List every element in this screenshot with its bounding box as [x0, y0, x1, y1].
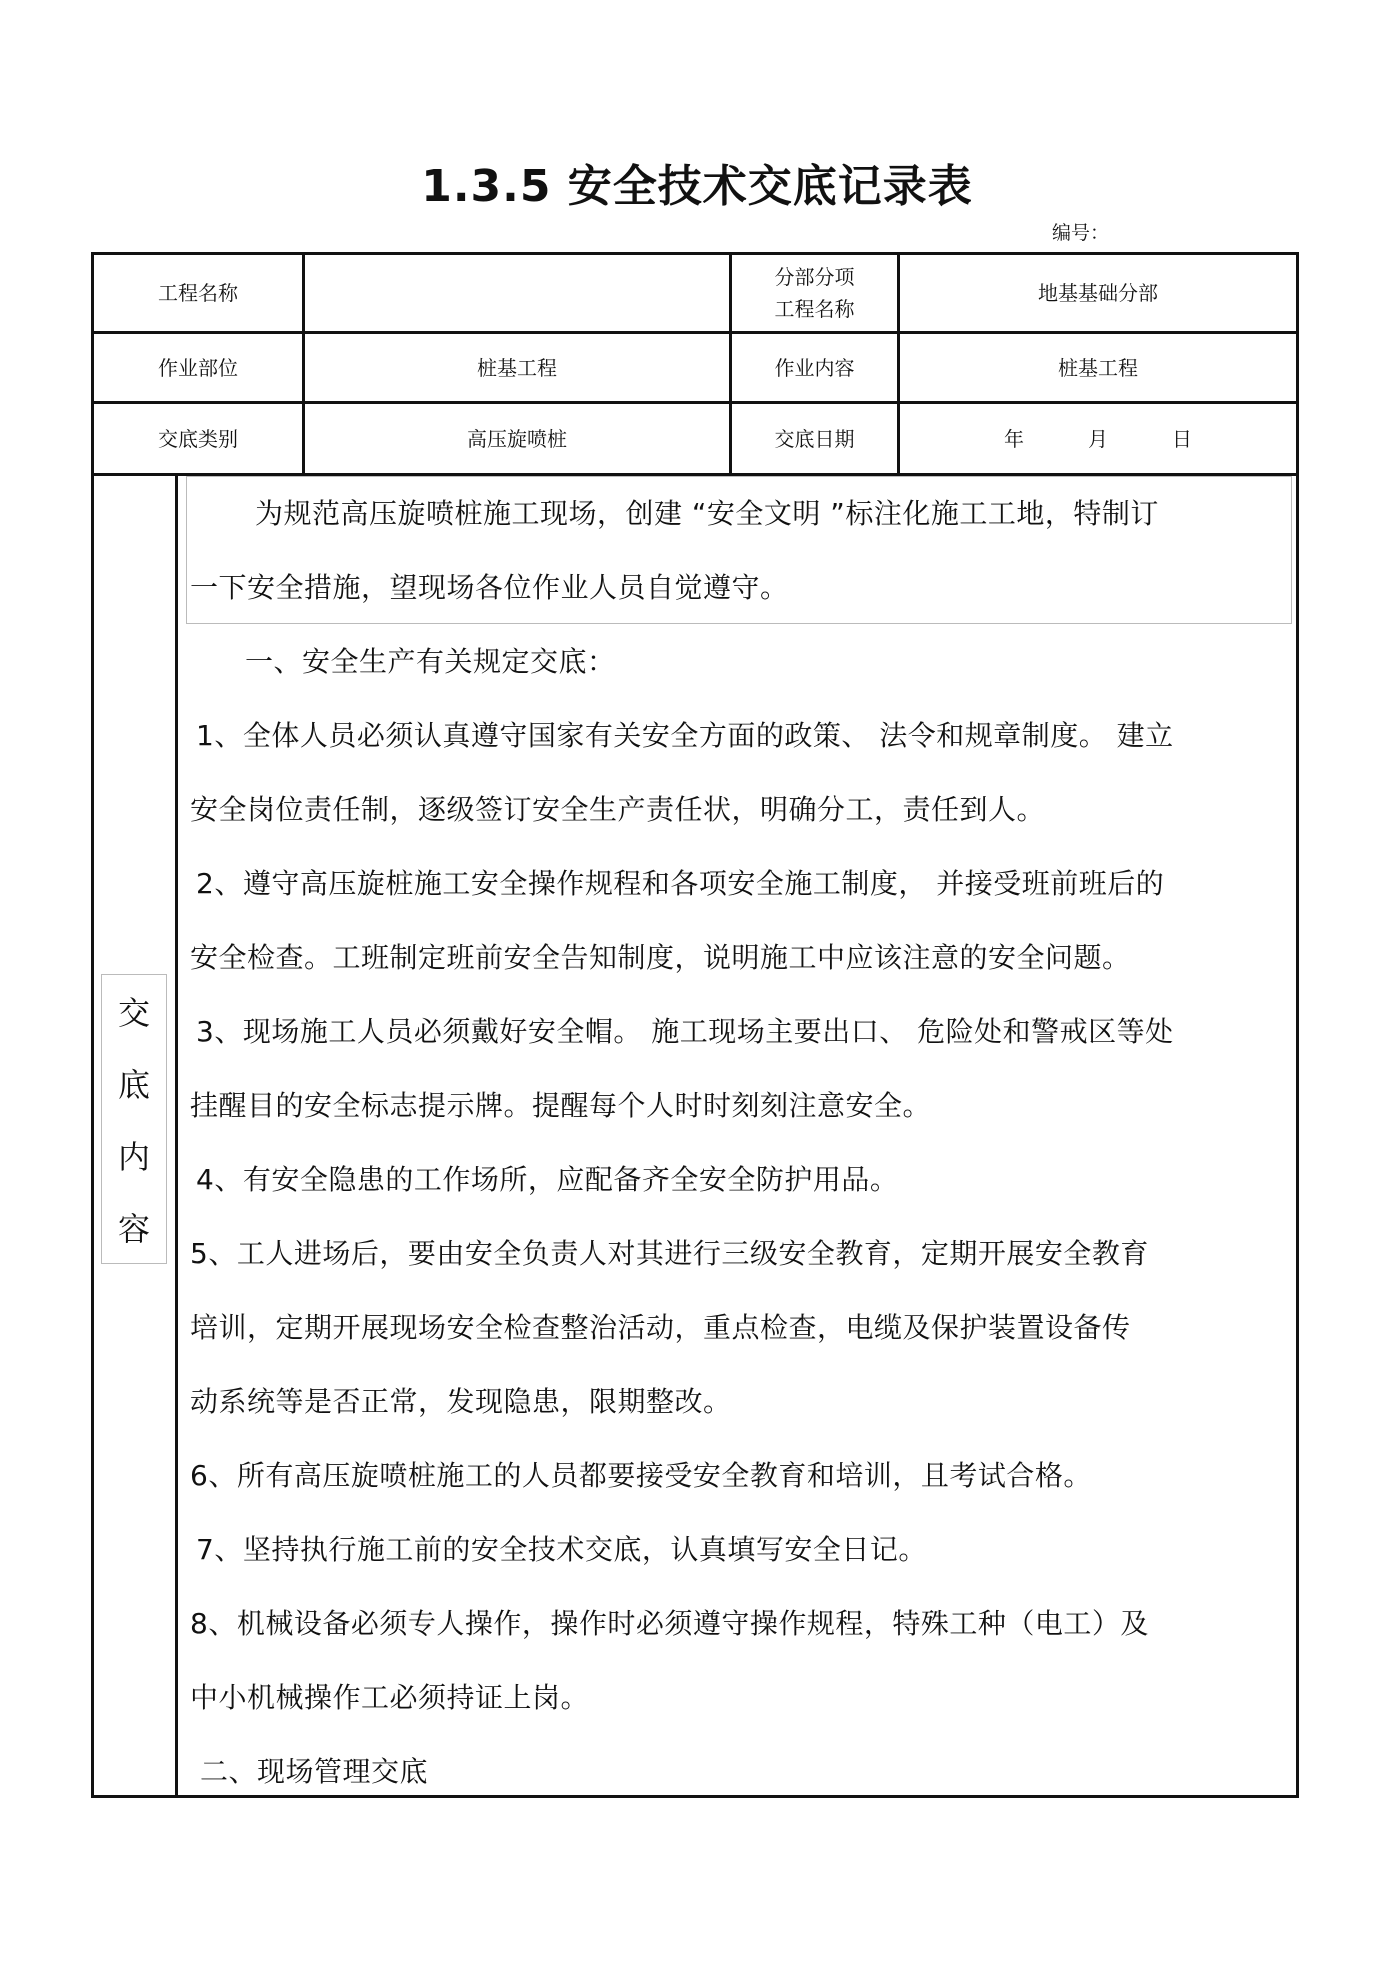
section-heading: 二、现场管理交底 [200, 1755, 429, 1788]
label-briefing-type: 交底类别 [91, 401, 305, 476]
content-line: 挂醒目的安全标志提示牌。提醒每个人时时刻刻注意安全。 [190, 1089, 932, 1122]
content-line: 中小机械操作工必须持证上岗。 [190, 1681, 590, 1714]
page-title: 1.3.5 安全技术交底记录表 [421, 161, 973, 212]
content-line: 2、遵守高压旋桩施工安全操作规程和各项安全施工制度， 并接受班前班后的 [196, 867, 1165, 900]
content-line: 7、坚持执行施工前的安全技术交底，认真填写安全日记。 [196, 1533, 927, 1566]
label-project-name: 工程名称 [91, 252, 305, 334]
value-sub-project-name: 地基基础分部 [897, 252, 1299, 334]
content-line: 培训，定期开展现场安全检查整治活动，重点检查，电缆及保护装置设备传 [190, 1311, 1131, 1344]
date-month-label: 月 [1088, 426, 1108, 451]
date-year-label: 年 [1004, 426, 1024, 451]
value-briefing-date [897, 401, 1299, 476]
content-line: 一下安全措施，望现场各位作业人员自觉遵守。 [190, 571, 789, 604]
content-line: 1、全体人员必须认真遵守国家有关安全方面的政策、 法令和规章制度。 建立 [196, 719, 1174, 752]
value-work-content: 桩基工程 [897, 331, 1299, 404]
content-line: 4、有安全隐患的工作场所，应配备齐全安全防护用品。 [196, 1163, 899, 1196]
content-line: 为规范高压旋喷桩施工现场，创建 “安全文明 ”标注化施工工地，特制订 [255, 497, 1159, 530]
value-briefing-type: 高压旋喷桩 [302, 401, 732, 476]
content-line: 动系统等是否正常，发现隐患，限期整改。 [190, 1385, 732, 1418]
label-work-content: 作业内容 [729, 331, 900, 404]
label-work-location: 作业部位 [91, 331, 305, 404]
serial-number-label: 编号： [1052, 222, 1110, 244]
value-project-name [302, 252, 732, 334]
value-work-location: 桩基工程 [302, 331, 732, 404]
briefing-content-label: 交 底 内 容 [101, 974, 167, 1264]
label-sub-project-name: 分部分项 工程名称 [729, 252, 900, 334]
content-line: 3、现场施工人员必须戴好安全帽。 施工现场主要出口、 危险处和警戒区等处 [196, 1015, 1174, 1048]
content-line: 安全岗位责任制，逐级签订安全生产责任状，明确分工，责任到人。 [190, 793, 1046, 826]
content-line: 8、机械设备必须专人操作，操作时必须遵守操作规程，特殊工种（电工）及 [190, 1607, 1149, 1640]
content-line: 安全检查。工班制定班前安全告知制度，说明施工中应该注意的安全问题。 [190, 941, 1131, 974]
date-day-label: 日 [1172, 426, 1192, 451]
section-heading: 一、安全生产有关规定交底： [245, 645, 616, 678]
label-briefing-date: 交底日期 [729, 401, 900, 476]
content-line: 5、工人进场后，要由安全负责人对其进行三级安全教育，定期开展安全教育 [190, 1237, 1149, 1270]
content-line: 6、所有高压旋喷桩施工的人员都要接受安全教育和培训，且考试合格。 [190, 1459, 1092, 1492]
